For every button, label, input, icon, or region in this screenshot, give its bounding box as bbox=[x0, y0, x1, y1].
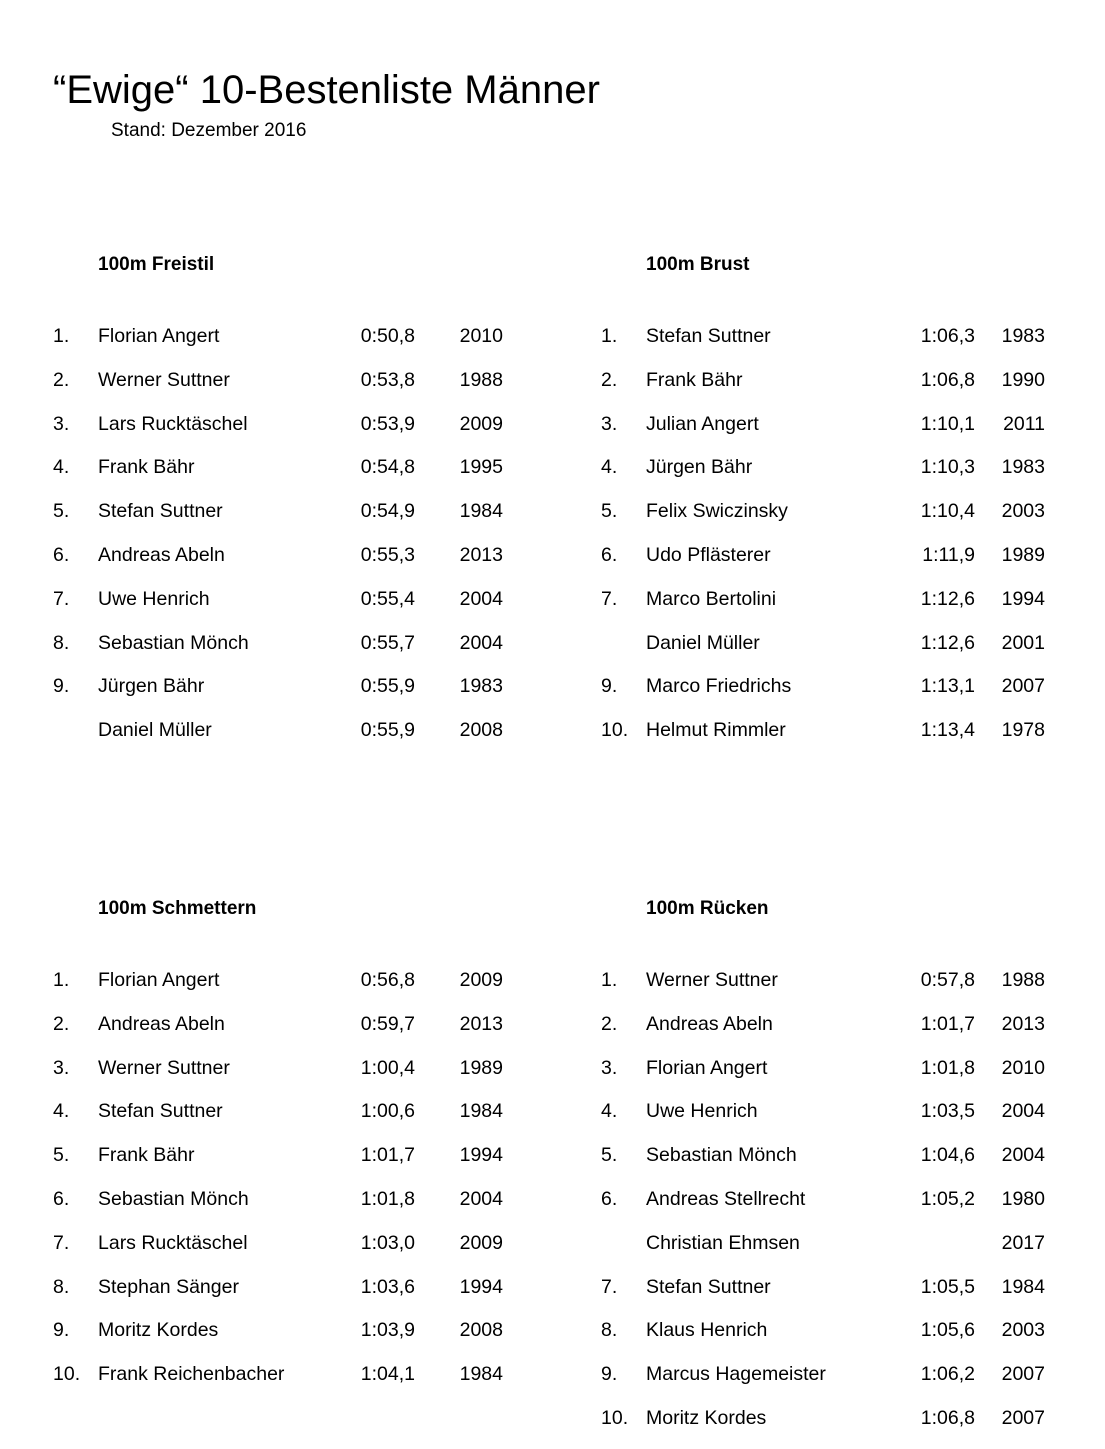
year-cell: 2004 bbox=[459, 631, 503, 654]
table-row bbox=[601, 673, 1050, 717]
year-cell: 1984 bbox=[459, 500, 503, 523]
table-row bbox=[53, 717, 508, 761]
rank-cell: 5. bbox=[53, 1144, 70, 1167]
table-row bbox=[601, 1230, 1050, 1274]
table-row bbox=[601, 1405, 1050, 1449]
rank-cell: 1. bbox=[53, 969, 70, 991]
athlete-name-cell: Jürgen Bähr bbox=[98, 675, 205, 698]
rank-cell: 4. bbox=[601, 1100, 618, 1123]
rank-cell: 5. bbox=[601, 1144, 618, 1167]
page-title: “Ewige“ 10-Bestenliste Männer bbox=[53, 68, 600, 112]
year-cell: 2013 bbox=[459, 543, 503, 566]
year-cell: 1989 bbox=[1001, 543, 1045, 566]
year-cell: 2011 bbox=[1003, 412, 1045, 435]
athlete-name-cell: Florian Angert bbox=[98, 969, 220, 991]
athlete-name-cell: Marco Bertolini bbox=[646, 587, 777, 610]
rank-cell: 4. bbox=[53, 456, 70, 479]
rank-cell: 6. bbox=[601, 543, 618, 566]
rank-cell: 9. bbox=[601, 1363, 618, 1386]
year-cell: 1990 bbox=[1001, 368, 1045, 391]
rank-cell: 2. bbox=[601, 368, 618, 391]
rank-cell: 8. bbox=[53, 631, 70, 654]
time-cell: 1:01,8 bbox=[920, 1056, 975, 1079]
athlete-name-cell: Daniel Müller bbox=[98, 719, 212, 742]
rank-cell: 4. bbox=[601, 456, 618, 479]
section-100m-ruecken-table bbox=[601, 967, 1050, 1449]
year-cell: 2004 bbox=[1001, 1100, 1045, 1123]
year-cell: 2017 bbox=[1001, 1231, 1045, 1254]
table-row bbox=[53, 967, 508, 1011]
table-row bbox=[53, 1142, 508, 1186]
time-cell: 0:55,9 bbox=[360, 719, 415, 742]
rank-cell: 2. bbox=[601, 1012, 618, 1035]
time-cell: 0:59,7 bbox=[360, 1012, 415, 1035]
rank-cell: 7. bbox=[601, 1275, 618, 1298]
rank-cell: 9. bbox=[601, 675, 618, 698]
athlete-name-cell: Marcus Hagemeister bbox=[646, 1363, 826, 1386]
time-cell: 0:55,4 bbox=[360, 587, 415, 610]
time-cell: 1:03,5 bbox=[920, 1100, 975, 1123]
athlete-name-cell: Stefan Suttner bbox=[98, 1100, 223, 1123]
time-cell: 0:57,8 bbox=[920, 969, 975, 991]
year-cell: 2003 bbox=[1001, 500, 1045, 523]
athlete-name-cell: Uwe Henrich bbox=[646, 1100, 758, 1123]
year-cell: 1984 bbox=[459, 1363, 503, 1386]
time-cell: 0:53,9 bbox=[360, 412, 415, 435]
table-row bbox=[53, 673, 508, 717]
athlete-name-cell: Sebastian Mönch bbox=[98, 1187, 249, 1210]
table-row bbox=[601, 1011, 1050, 1055]
table-row bbox=[601, 1274, 1050, 1318]
time-cell: 0:56,8 bbox=[360, 969, 415, 991]
year-cell: 1978 bbox=[1001, 719, 1045, 742]
time-cell: 1:06,2 bbox=[920, 1363, 975, 1386]
table-row bbox=[601, 542, 1050, 586]
year-cell: 2003 bbox=[1001, 1319, 1045, 1342]
athlete-name-cell: Werner Suttner bbox=[646, 969, 778, 991]
rank-cell: 3. bbox=[601, 412, 618, 435]
athlete-name-cell: Frank Reichenbacher bbox=[98, 1363, 285, 1386]
rank-cell: 2. bbox=[53, 368, 70, 391]
table-row bbox=[53, 1274, 508, 1318]
rank-cell: 7. bbox=[53, 587, 70, 610]
athlete-name-cell: Lars Rucktäschel bbox=[98, 1231, 248, 1254]
year-cell: 2004 bbox=[459, 1187, 503, 1210]
year-cell: 1988 bbox=[1001, 969, 1045, 991]
year-cell: 1995 bbox=[459, 456, 503, 479]
time-cell: 1:06,8 bbox=[920, 1406, 975, 1429]
page-subtitle: Stand: Dezember 2016 bbox=[111, 120, 307, 141]
athlete-name-cell: Klaus Henrich bbox=[646, 1319, 768, 1342]
athlete-name-cell: Andreas Abeln bbox=[646, 1012, 773, 1035]
rank-cell: 6. bbox=[601, 1187, 618, 1210]
table-row bbox=[601, 1055, 1050, 1099]
rank-cell: 8. bbox=[601, 1319, 618, 1342]
rank-cell: 4. bbox=[53, 1100, 70, 1123]
time-cell: 1:03,9 bbox=[360, 1319, 415, 1342]
year-cell: 1983 bbox=[459, 675, 503, 698]
year-cell: 2009 bbox=[459, 412, 503, 435]
year-cell: 2008 bbox=[459, 1319, 503, 1342]
time-cell: 1:13,4 bbox=[920, 719, 975, 742]
time-cell: 1:01,8 bbox=[360, 1187, 415, 1210]
time-cell: 1:01,7 bbox=[360, 1144, 415, 1167]
athlete-name-cell: Andreas Abeln bbox=[98, 1012, 225, 1035]
table-row bbox=[601, 498, 1050, 542]
time-cell: 0:50,8 bbox=[360, 325, 415, 347]
table-row bbox=[601, 1186, 1050, 1230]
year-cell: 2008 bbox=[459, 719, 503, 742]
athlete-name-cell: Christian Ehmsen bbox=[646, 1231, 800, 1254]
table-row bbox=[53, 1361, 508, 1405]
table-row bbox=[53, 367, 508, 411]
athlete-name-cell: Stephan Sänger bbox=[98, 1275, 239, 1298]
rank-cell: 7. bbox=[53, 1231, 70, 1254]
year-cell: 1988 bbox=[459, 368, 503, 391]
rank-cell: 1. bbox=[601, 325, 618, 347]
time-cell: 1:05,6 bbox=[920, 1319, 975, 1342]
year-cell: 2004 bbox=[459, 587, 503, 610]
time-cell: 0:55,7 bbox=[360, 631, 415, 654]
athlete-name-cell: Florian Angert bbox=[646, 1056, 768, 1079]
rank-cell: 9. bbox=[53, 1319, 70, 1342]
rank-cell: 7. bbox=[601, 587, 618, 610]
time-cell: 0:54,9 bbox=[360, 500, 415, 523]
time-cell: 1:13,1 bbox=[920, 675, 975, 698]
rank-cell: 3. bbox=[53, 1056, 70, 1079]
table-row bbox=[601, 717, 1050, 761]
year-cell: 2010 bbox=[459, 325, 503, 347]
athlete-name-cell: Frank Bähr bbox=[98, 1144, 195, 1167]
year-cell: 1994 bbox=[1001, 587, 1045, 610]
time-cell: 1:12,6 bbox=[920, 631, 975, 654]
year-cell: 2004 bbox=[1001, 1144, 1045, 1167]
year-cell: 2013 bbox=[1001, 1012, 1045, 1035]
section-100m-brust-table bbox=[601, 323, 1050, 761]
section-100m-schmettern-table bbox=[53, 967, 508, 1405]
athlete-name-cell: Julian Angert bbox=[646, 412, 759, 435]
rank-cell: 10. bbox=[601, 1406, 629, 1429]
time-cell: 1:12,6 bbox=[920, 587, 975, 610]
time-cell: 1:11,9 bbox=[922, 543, 975, 566]
time-cell: 1:05,2 bbox=[920, 1187, 975, 1210]
table-row bbox=[601, 586, 1050, 630]
athlete-name-cell: Stefan Suttner bbox=[646, 325, 771, 347]
table-row bbox=[601, 1317, 1050, 1361]
table-row bbox=[601, 1098, 1050, 1142]
athlete-name-cell: Felix Swiczinsky bbox=[646, 500, 788, 523]
year-cell: 2009 bbox=[459, 1231, 503, 1254]
time-cell: 1:10,1 bbox=[920, 412, 975, 435]
year-cell: 2007 bbox=[1001, 675, 1045, 698]
year-cell: 1989 bbox=[459, 1056, 503, 1079]
table-row bbox=[601, 630, 1050, 674]
rank-cell: 3. bbox=[53, 412, 70, 435]
rank-cell: 1. bbox=[53, 325, 70, 347]
time-cell: 1:10,3 bbox=[920, 456, 975, 479]
year-cell: 1994 bbox=[459, 1144, 503, 1167]
year-cell: 2007 bbox=[1001, 1406, 1045, 1429]
time-cell: 1:10,4 bbox=[920, 500, 975, 523]
table-row bbox=[53, 1186, 508, 1230]
athlete-name-cell: Frank Bähr bbox=[646, 368, 743, 391]
time-cell: 1:04,6 bbox=[920, 1144, 975, 1167]
athlete-name-cell: Lars Rucktäschel bbox=[98, 412, 248, 435]
athlete-name-cell: Daniel Müller bbox=[646, 631, 760, 654]
section-title: 100m Freistil bbox=[98, 254, 215, 275]
athlete-name-cell: Moritz Kordes bbox=[98, 1319, 219, 1342]
year-cell: 1983 bbox=[1001, 325, 1045, 347]
table-row bbox=[601, 1142, 1050, 1186]
year-cell: 2013 bbox=[459, 1012, 503, 1035]
section-title: 100m Brust bbox=[646, 254, 750, 275]
section-title: 100m Rücken bbox=[646, 898, 769, 919]
time-cell: 0:53,8 bbox=[360, 368, 415, 391]
table-row bbox=[53, 454, 508, 498]
athlete-name-cell: Moritz Kordes bbox=[646, 1406, 767, 1429]
year-cell: 2001 bbox=[1001, 631, 1045, 654]
time-cell: 0:55,9 bbox=[360, 675, 415, 698]
athlete-name-cell: Uwe Henrich bbox=[98, 587, 210, 610]
table-row bbox=[53, 1317, 508, 1361]
year-cell: 1994 bbox=[459, 1275, 503, 1298]
time-cell: 1:03,0 bbox=[360, 1231, 415, 1254]
rank-cell: 1. bbox=[601, 969, 618, 991]
rank-cell: 5. bbox=[53, 500, 70, 523]
section-100m-freistil-table bbox=[53, 323, 508, 761]
athlete-name-cell: Jürgen Bähr bbox=[646, 456, 753, 479]
athlete-name-cell: Andreas Abeln bbox=[98, 543, 225, 566]
rank-cell: 3. bbox=[601, 1056, 618, 1079]
table-row bbox=[53, 586, 508, 630]
table-row bbox=[53, 1230, 508, 1274]
time-cell: 1:05,5 bbox=[920, 1275, 975, 1298]
table-row bbox=[53, 630, 508, 674]
table-row bbox=[601, 411, 1050, 455]
table-row bbox=[601, 367, 1050, 411]
section-title: 100m Schmettern bbox=[98, 898, 257, 919]
athlete-name-cell: Andreas Stellrecht bbox=[646, 1187, 806, 1210]
time-cell: 1:04,1 bbox=[360, 1363, 415, 1386]
athlete-name-cell: Florian Angert bbox=[98, 325, 220, 347]
rank-cell: 2. bbox=[53, 1012, 70, 1035]
table-row bbox=[53, 542, 508, 586]
athlete-name-cell: Marco Friedrichs bbox=[646, 675, 792, 698]
time-cell: 1:01,7 bbox=[920, 1012, 975, 1035]
time-cell: 1:00,4 bbox=[360, 1056, 415, 1079]
table-row bbox=[53, 1055, 508, 1099]
rank-cell: 10. bbox=[53, 1363, 81, 1386]
table-row bbox=[601, 967, 1050, 1011]
time-cell: 1:00,6 bbox=[360, 1100, 415, 1123]
time-cell: 1:06,3 bbox=[920, 325, 975, 347]
table-row bbox=[601, 1361, 1050, 1405]
rank-cell: 8. bbox=[53, 1275, 70, 1298]
athlete-name-cell: Udo Pflästerer bbox=[646, 543, 771, 566]
athlete-name-cell: Sebastian Mönch bbox=[646, 1144, 797, 1167]
athlete-name-cell: Frank Bähr bbox=[98, 456, 195, 479]
table-row bbox=[53, 323, 508, 367]
year-cell: 1984 bbox=[1001, 1275, 1045, 1298]
table-row bbox=[53, 1011, 508, 1055]
year-cell: 2010 bbox=[1001, 1056, 1045, 1079]
athlete-name-cell: Werner Suttner bbox=[98, 1056, 230, 1079]
year-cell: 1980 bbox=[1001, 1187, 1045, 1210]
time-cell: 1:06,8 bbox=[920, 368, 975, 391]
athlete-name-cell: Stefan Suttner bbox=[98, 500, 223, 523]
rank-cell: 6. bbox=[53, 543, 70, 566]
table-row bbox=[53, 411, 508, 455]
athlete-name-cell: Stefan Suttner bbox=[646, 1275, 771, 1298]
time-cell: 1:03,6 bbox=[360, 1275, 415, 1298]
athlete-name-cell: Helmut Rimmler bbox=[646, 719, 786, 742]
rank-cell: 5. bbox=[601, 500, 618, 523]
table-row bbox=[601, 323, 1050, 367]
time-cell: 0:55,3 bbox=[360, 543, 415, 566]
table-row bbox=[601, 454, 1050, 498]
rank-cell: 6. bbox=[53, 1187, 70, 1210]
year-cell: 1983 bbox=[1001, 456, 1045, 479]
athlete-name-cell: Werner Suttner bbox=[98, 368, 230, 391]
rank-cell: 10. bbox=[601, 719, 629, 742]
time-cell: 0:54,8 bbox=[360, 456, 415, 479]
table-row bbox=[53, 1098, 508, 1142]
year-cell: 2009 bbox=[459, 969, 503, 991]
year-cell: 1984 bbox=[459, 1100, 503, 1123]
rank-cell: 9. bbox=[53, 675, 70, 698]
table-row bbox=[53, 498, 508, 542]
year-cell: 2007 bbox=[1001, 1363, 1045, 1386]
athlete-name-cell: Sebastian Mönch bbox=[98, 631, 249, 654]
